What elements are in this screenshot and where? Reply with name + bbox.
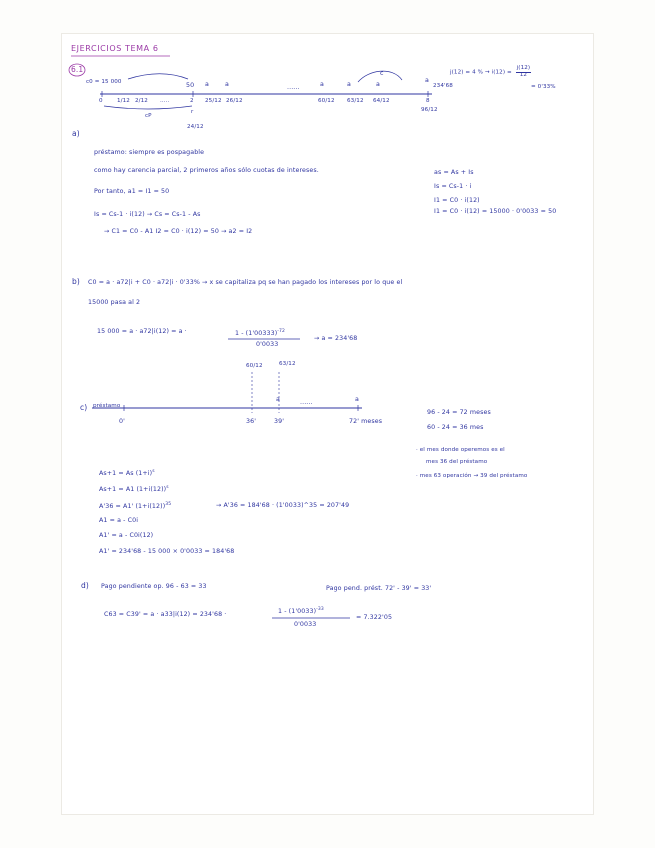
part-a-right-3: I1 = C0 · i(12) bbox=[434, 197, 480, 204]
timeline-1-top-a5: a bbox=[376, 81, 380, 88]
part-c-note-3: · mes 63 operación → 39 del préstamo bbox=[416, 473, 528, 479]
timeline-1-cp: cP bbox=[145, 113, 152, 119]
timeline-1-c0: c0 = 15 000 bbox=[86, 79, 122, 85]
part-b-fraction-den: 0'0033 bbox=[256, 341, 279, 348]
timeline-1-tick-label: 2 bbox=[190, 98, 194, 104]
part-c-note-1: · el mes donde operemos es el bbox=[416, 447, 505, 453]
part-c-formula-6: A1' = 234'68 - 15 000 × 0'0033 = 184'68 bbox=[99, 548, 235, 555]
rate-formula-text: j(12) = 4 % → i(12) = bbox=[450, 69, 514, 76]
part-b-line-2: 15000 pasa al 2 bbox=[88, 299, 141, 306]
part-c-note-2: mes 36 del préstamo bbox=[426, 459, 488, 465]
part-b-label: b) bbox=[72, 277, 80, 286]
rate-formula bbox=[450, 66, 531, 78]
part-c-formula-1-exp: s bbox=[152, 469, 155, 474]
part-d-fraction-exp: -33 bbox=[316, 607, 324, 612]
part-c-top-63: 63/12 bbox=[279, 361, 296, 367]
part-d-label: d) bbox=[81, 581, 89, 590]
part-c-mark-dots: ...... bbox=[300, 399, 313, 406]
part-d-line-1: Pago pendiente op. 96 - 63 = 33 bbox=[101, 583, 207, 590]
part-c-tick-0: 0' bbox=[119, 418, 125, 425]
part-c-mark-a2: a bbox=[355, 396, 359, 403]
part-c-mark-a1: a bbox=[276, 396, 280, 403]
part-c-right-2: 60 - 24 = 36 mes bbox=[427, 424, 484, 431]
timeline-1-tick-label: 60/12 bbox=[318, 98, 335, 104]
timeline-1-tick-label: 8 bbox=[426, 98, 430, 104]
part-d-fraction-num-text: 1 - (1'0033) bbox=[278, 608, 317, 616]
part-c-tick-72: 72' meses bbox=[349, 418, 383, 425]
timeline-1-tick-label: 1/12 bbox=[117, 98, 130, 104]
part-c-right-1: 96 - 24 = 72 meses bbox=[427, 409, 491, 416]
part-c-tick-36: 36' bbox=[246, 418, 257, 425]
part-c-formula-2-exp: s bbox=[166, 485, 169, 490]
part-c-formula-5: A1' = a - C0i(12) bbox=[99, 532, 154, 539]
timeline-1-top-a2: a bbox=[225, 81, 229, 88]
timeline-1-top-c: c bbox=[380, 70, 384, 77]
part-c-top-60: 60/12 bbox=[246, 363, 263, 369]
timeline-1-top-a1: a bbox=[205, 81, 209, 88]
page-title: EJERCICIOS TEMA 6 bbox=[71, 44, 159, 53]
timeline-1-top-dots: ...... bbox=[287, 84, 300, 91]
part-d-equation: C63 = C39' = a · a33|i(12) = 234'68 · bbox=[104, 611, 227, 618]
rate-fraction-num: j(12) bbox=[516, 65, 531, 71]
part-c-formula-1-text: As+1 = As (1+i) bbox=[99, 470, 153, 478]
part-b-result: → a = 234'68 bbox=[314, 335, 358, 342]
timeline-1-end-sub: 96/12 bbox=[421, 107, 438, 113]
part-b-fraction-exp: -72 bbox=[277, 329, 285, 334]
timeline-1-below-2: 24/12 bbox=[187, 124, 204, 130]
exercise-number: 6.1 bbox=[71, 65, 84, 74]
part-b-equation: 15 000 = a · a72|i(12) = a · bbox=[97, 328, 187, 335]
part-c-formula-2-text: As+1 = A1 (1+i(12)) bbox=[99, 486, 167, 494]
part-c-formula-3-result: → A'36 = 184'68 · (1'0033)^35 = 207'49 bbox=[216, 502, 350, 509]
part-a-right-4: I1 = C0 · i(12) = 15000 · 0'0033 = 50 bbox=[434, 208, 557, 215]
part-c-formula-3 bbox=[99, 503, 171, 510]
part-a-right-1: as = As + Is bbox=[434, 169, 474, 176]
timeline-1-tick-label: 0 bbox=[99, 98, 103, 104]
part-c-formula-2 bbox=[99, 486, 169, 493]
part-c-formula-3-exp: 35 bbox=[165, 502, 172, 507]
part-d-line-1-right: Pago pend. prést. 72' - 39' = 33' bbox=[326, 585, 432, 592]
timeline-1-tick-label: 26/12 bbox=[226, 98, 243, 104]
timeline-1-tick-label: 63/12 bbox=[347, 98, 364, 104]
part-d-result: = 7.322'05 bbox=[356, 614, 393, 621]
rate-fraction-den: 12 bbox=[519, 71, 528, 78]
part-c-label: c) bbox=[80, 403, 88, 412]
timeline-1-top-50: 50 bbox=[186, 82, 195, 89]
timeline-1-top-a3: a bbox=[320, 81, 324, 88]
part-b-line-1: C0 = a · a72|i + C0 · a72|i · 0'33% → x se capitaliza pq se han pagado los intereses por lo que el bbox=[88, 279, 403, 286]
part-c-tick-39: 39' bbox=[274, 418, 285, 425]
part-a-line-2: como hay carencia parcial, 2 primeros años sólo cuotas de intereses. bbox=[94, 167, 319, 174]
part-d-fraction-num bbox=[278, 608, 324, 615]
cp-brace bbox=[104, 106, 192, 109]
part-a-line-3: Por tanto, a1 = I1 = 50 bbox=[94, 188, 170, 195]
timeline-1-tick-label: 25/12 bbox=[205, 98, 222, 104]
part-a-right-2: Is = Cs-1 · i bbox=[434, 183, 472, 190]
part-b-fraction-num-text: 1 - (1'00333) bbox=[235, 330, 278, 338]
part-a-line-5: → C1 = C0 - A1 I2 = C0 · i(12) = 50 → a2 = I2 bbox=[104, 228, 253, 235]
part-c-formula-3-text: A'36 = A1' (1+i(12)) bbox=[99, 503, 166, 511]
part-a-line-1: préstamo: siempre es pospagable bbox=[94, 149, 205, 156]
part-c-formula-1 bbox=[99, 470, 155, 477]
timeline-1-end-value: 234'68 bbox=[433, 83, 453, 89]
part-c-formula-4: A1 = a - C0i bbox=[99, 517, 139, 524]
part-b-fraction-num bbox=[235, 330, 285, 337]
timeline-1-tick-label: ..... bbox=[160, 98, 170, 104]
timeline-1-r: r bbox=[191, 109, 194, 115]
part-a-line-4: Is = Cs-1 · i(12) → Cs = Cs-1 - As bbox=[94, 211, 201, 218]
timeline-1-top-a-end: a bbox=[425, 77, 429, 84]
rate-result: = 0'33% bbox=[531, 84, 556, 90]
timeline-1-top-a4: a bbox=[347, 81, 351, 88]
c0-arrow bbox=[128, 74, 188, 79]
part-a-label: a) bbox=[72, 129, 80, 138]
part-c-line-label: préstamo bbox=[93, 403, 121, 409]
part-d-fraction-den: 0'0033 bbox=[294, 621, 317, 628]
timeline-1-tick-label: 64/12 bbox=[373, 98, 390, 104]
rate-fraction bbox=[516, 66, 532, 78]
timeline-1-tick-label: 2/12 bbox=[135, 98, 148, 104]
